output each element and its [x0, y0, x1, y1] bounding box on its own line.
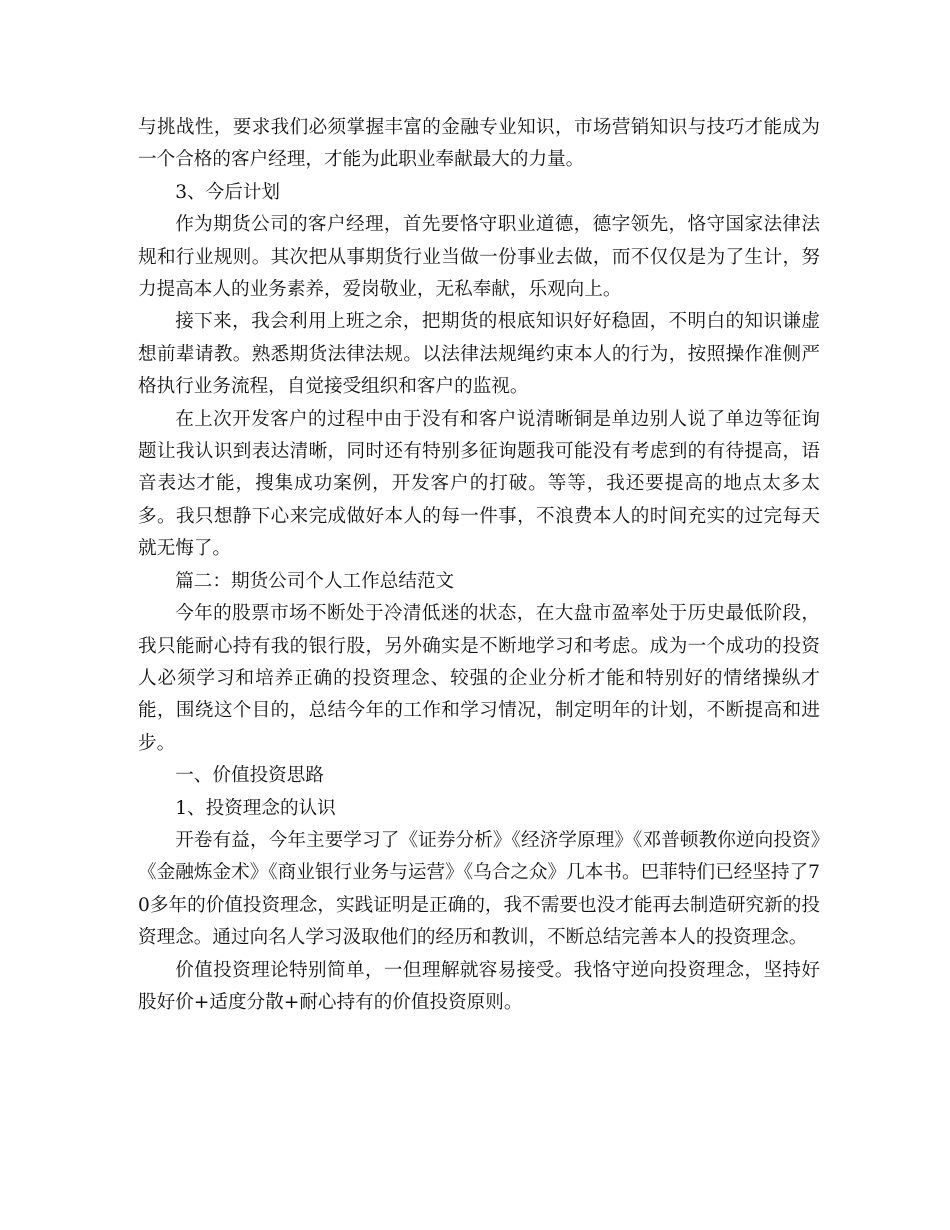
paragraph-4: 接下来，我会利用上班之余，把期货的根底知识好好稳固，不明白的知识谦虚想前辈请教。熟悉期货法律法规。以法律法规绳约束本人的行为，按照操作准侧严格执行业务流程，自觉接受组织和客户的监视。 — [138, 311, 820, 398]
section-heading-value-investing: 一、价值投资思路 — [175, 765, 324, 787]
paragraph-11: 价值投资理论特别简单，一但理解就容易接受。我恪守逆向投资理念，坚持好股好价+适度分散+耐心持有的价值投资原则。 — [138, 959, 820, 1013]
paragraph-7: 今年的股票市场不断处于冷清低迷的状态，在大盘市盈率处于历史最低阶段，我只能耐心持有我的银行股，另外确实是不断地学习和考虑。成为一个成功的投资人必须学习和培养正确的投资理念、较强的企业分析才能和特别好的情绪操纵才能，围绕这个目的，总结今年的工作和学习情况，制定明年的计划，不断提高和进步。 — [138, 603, 820, 754]
paragraph-5: 在上次开发客户的过程中由于没有和客户说清晰铜是单边别人说了单边等征询题让我认识到表达清晰，同时还有特别多征询题我可能没有考虑到的有待提高，语音表达才能，搜集成功案例，开发客户的打破。等等，我还要提高的地点太多太多。我只想静下心来完成做好本人的每一件事，不浪费本人的时间充实的过完每天就无悔了。 — [138, 408, 820, 560]
paragraph-3: 作为期货公司的客户经理，首先要恪守职业道德，德字领先，恪守国家法律法规和行业规则。其次把从事期货行业当做一份事业去做，而不仅仅是为了生计，努力提高本人的业务素养，爱岗敬业，无私奉献，乐观向上。 — [138, 214, 820, 301]
section-heading-future-plan: 3、今后计划 — [175, 181, 280, 203]
article-title-part-two: 篇二：期货公司个人工作总结范文 — [175, 570, 455, 592]
paragraph-10: 开卷有益，今年主要学习了《证券分析》《经济学原理》《邓普顿教你逆向投资》《金融炼金术》《商业银行业务与运营》《乌合之众》几本书。巴菲特们已经坚持了70多年的价值投资理念，实践证明是正确的，我不需要也没才能再去制造研究新的投资理念。通过向名人学习汲取他们的经历和教训，不断总结完善本人的投资理念。 — [138, 829, 820, 949]
subsection-heading-investment-philosophy: 1、投资理念的认识 — [175, 797, 336, 819]
paragraph-1: 与挑战性，要求我们必须掌握丰富的金融专业知识，市场营销知识与技巧才能成为一个合格的客户经理，才能为此职业奉献最大的力量。 — [138, 117, 820, 171]
document-body — [138, 112, 820, 1019]
